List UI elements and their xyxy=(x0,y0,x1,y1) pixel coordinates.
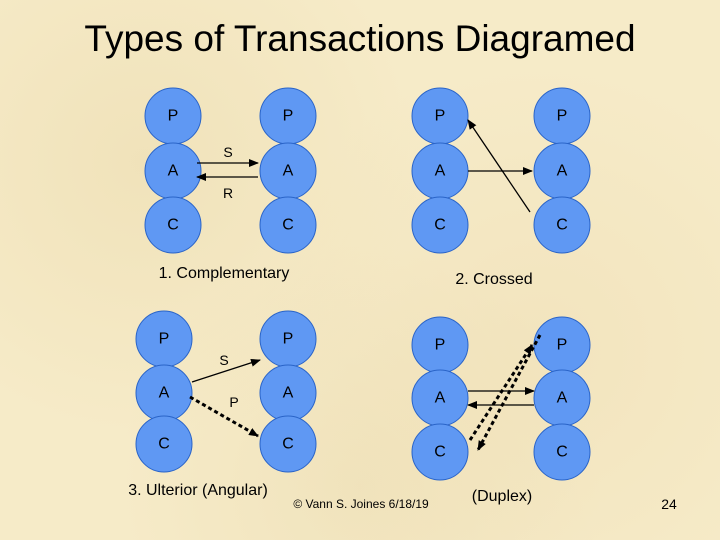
crossed-response-arrow xyxy=(468,120,530,212)
ego-label-ult-right-c: C xyxy=(282,435,294,453)
ego-label-comp-right-p: P xyxy=(282,107,294,125)
ego-label-dup-left-p: P xyxy=(434,336,446,354)
ego-label-ult-left-c: C xyxy=(158,435,170,453)
ulterior-psychological-arrow xyxy=(190,397,258,436)
caption-crossed: 2. Crossed xyxy=(455,271,533,288)
ego-label-cross-right-a: A xyxy=(556,162,568,180)
social-label-3: S xyxy=(219,352,229,368)
page-number: 24 xyxy=(661,496,677,512)
slide-title: Types of Transactions Diagramed xyxy=(84,18,636,59)
ego-label-ult-left-a: A xyxy=(158,384,170,402)
caption-duplex: (Duplex) xyxy=(471,488,533,505)
ego-label-cross-left-a: A xyxy=(434,162,446,180)
ego-label-comp-right-c: C xyxy=(282,216,294,234)
ego-label-dup-right-a: A xyxy=(556,389,568,407)
ego-label-dup-right-p: P xyxy=(556,336,568,354)
ego-label-cross-right-c: C xyxy=(556,216,568,234)
stimulus-label-1: S xyxy=(223,144,233,160)
ego-label-cross-left-p: P xyxy=(434,107,446,125)
caption-complementary: 1. Complementary xyxy=(158,265,290,282)
ego-label-comp-left-p: P xyxy=(167,107,179,125)
duplex-psychological-response-arrow xyxy=(478,335,540,450)
copyright-notice: © Vann S. Joines 6/18/19 xyxy=(293,497,429,511)
duplex-psychological-stimulus-arrow xyxy=(470,345,532,440)
ego-label-cross-left-c: C xyxy=(434,216,446,234)
ego-label-dup-left-c: C xyxy=(434,443,446,461)
ego-label-ult-left-p: P xyxy=(158,330,170,348)
ego-label-comp-left-a: A xyxy=(167,162,179,180)
ego-label-comp-right-a: A xyxy=(282,162,294,180)
ego-label-ult-right-a: A xyxy=(282,384,294,402)
ego-label-comp-left-c: C xyxy=(167,216,179,234)
ego-label-dup-left-a: A xyxy=(434,389,446,407)
ego-label-ult-right-p: P xyxy=(282,330,294,348)
caption-ulterior: 3. Ulterior (Angular) xyxy=(128,482,268,499)
psychological-label-3: P xyxy=(229,394,239,410)
ego-label-cross-right-p: P xyxy=(556,107,568,125)
response-label-1: R xyxy=(222,185,234,201)
ego-label-dup-right-c: C xyxy=(556,443,568,461)
